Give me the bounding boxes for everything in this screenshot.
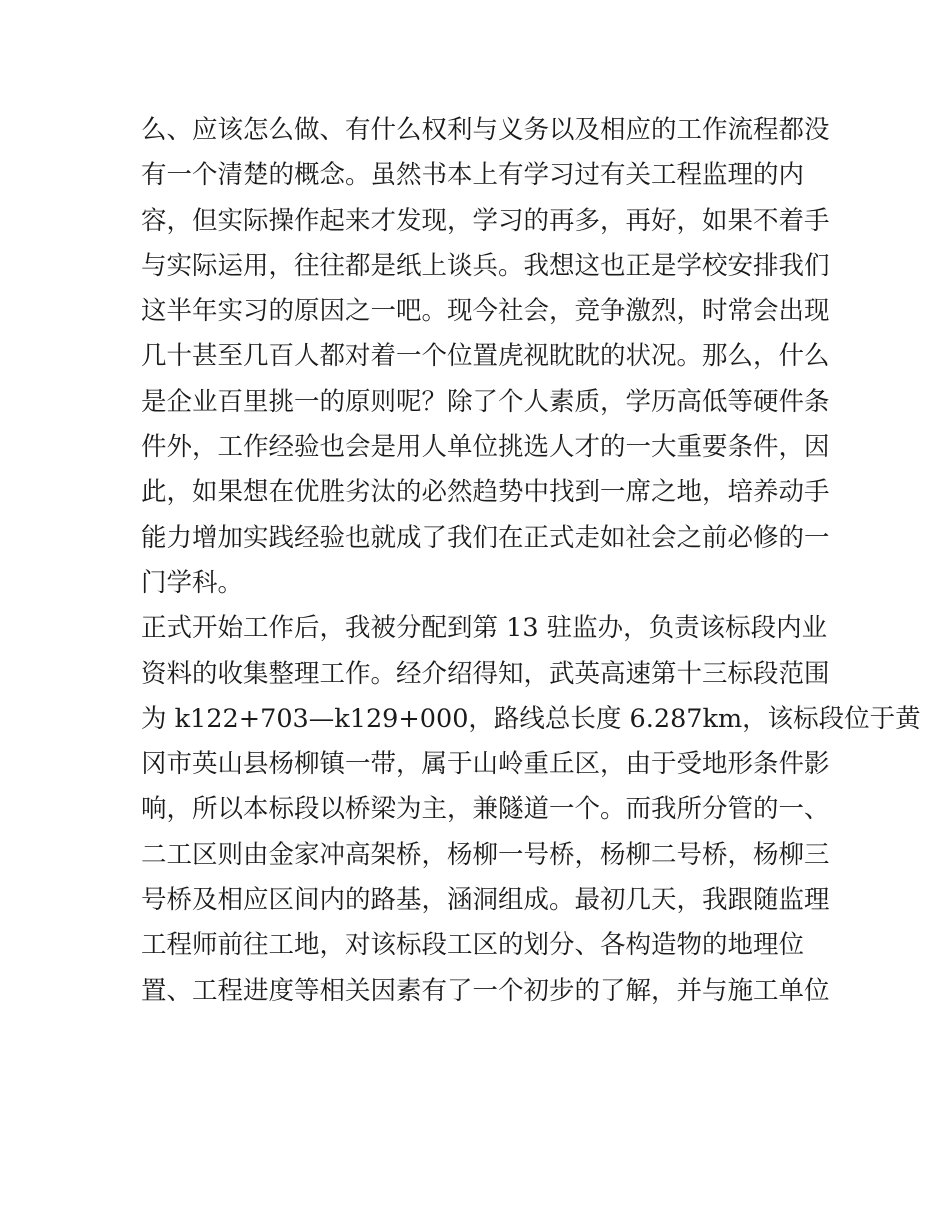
text-line: 这半年实习的原因之一吧。现今社会，竞争激烈，时常会出现 (141, 296, 830, 327)
text-line: 么、应该怎么做、有什么权利与义务以及相应的工作流程都没 (141, 115, 830, 145)
text-line: 号桥及相应区间内的路基，涵洞组成。最初几天，我跟随监理 (141, 885, 830, 916)
text-line: 几十甚至几百人都对着一个位置虎视眈眈的状况。那么，什么 (141, 341, 830, 372)
text-line: 正式开始工作后，我被分配到第 13 驻监办，负责该标段内业 (141, 613, 828, 644)
text-line: 与实际运用，往往都是纸上谈兵。我想这也正是学校安排我们 (141, 250, 830, 281)
text-line: 置、工程进度等相关因素有了一个初步的了解，并与施工单位 (141, 975, 830, 1006)
text-line: 二工区则由金家冲高架桥，杨柳一号桥，杨柳二号桥，杨柳三 (141, 839, 830, 870)
text-line: 门学科。 (141, 567, 244, 598)
text-line: 响，所以本标段以桥梁为主，兼隧道一个。而我所分管的一、 (141, 794, 830, 825)
body-text (141, 108, 921, 1014)
text-line: 能力增加实践经验也就成了我们在正式走如社会之前必修的一 (141, 522, 830, 553)
text-line: 容，但实际操作起来才发现，学习的再多，再好，如果不着手 (141, 205, 830, 236)
text-line: 是企业百里挑一的原则呢？除了个人素质，学历高低等硬件条 (141, 386, 830, 417)
text-line: 为 k122+703—k129+000，路线总长度 6.287km，该标段位于黄 (141, 703, 921, 734)
text-line: 资料的收集整理工作。经介绍得知，武英高速第十三标段范围 (141, 658, 830, 689)
text-line: 工程师前往工地，对该标段工区的划分、各构造物的地理位 (141, 930, 805, 961)
text-line: 冈市英山县杨柳镇一带，属于山岭重丘区，由于受地形条件影 (141, 749, 830, 780)
text-line: 此，如果想在优胜劣汰的必然趋势中找到一席之地，培养动手 (141, 477, 830, 508)
text-line: 有一个清楚的概念。虽然书本上有学习过有关工程监理的内 (141, 160, 805, 191)
text-line: 件外，工作经验也会是用人单位挑选人才的一大重要条件，因 (141, 432, 830, 463)
